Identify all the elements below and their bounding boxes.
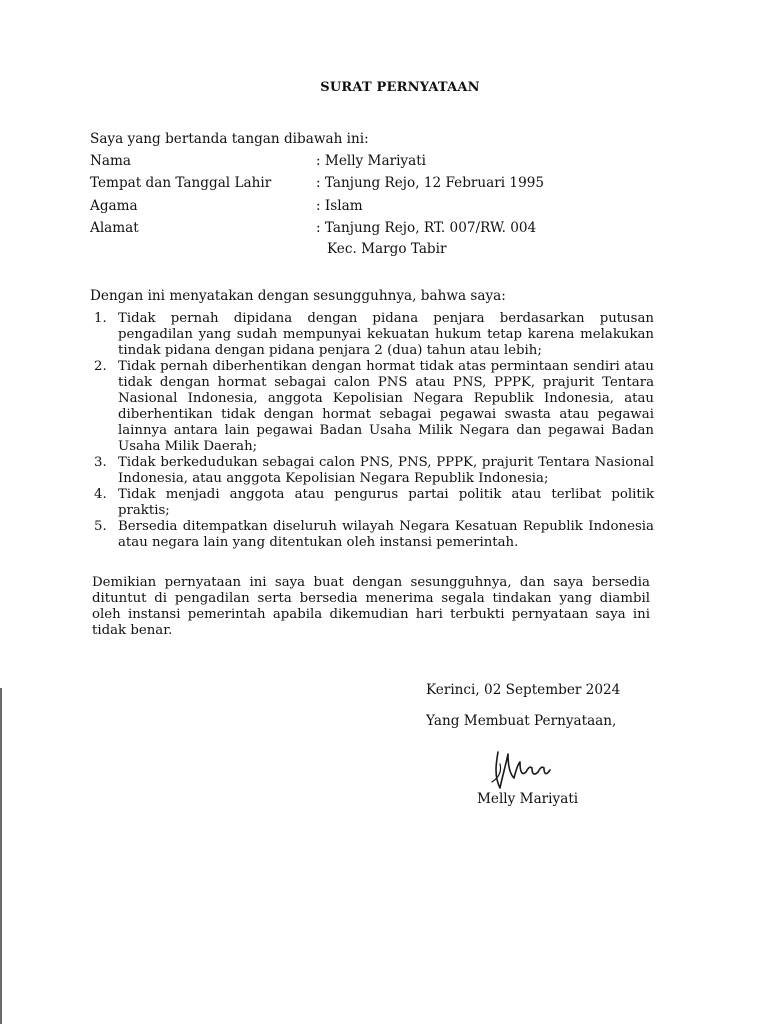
field-value-name: : Melly Mariyati: [316, 153, 427, 169]
declaration-intro: Dengan ini menyatakan dengan sesungguhnya, bahwa saya:: [90, 288, 506, 304]
field-label-religion: Agama: [90, 198, 138, 214]
field-label-name: Nama: [90, 153, 131, 169]
list-item-number: 4.: [94, 487, 107, 502]
field-value-birth: : Tanjung Rejo, 12 Februari 1995: [316, 175, 545, 191]
list-item-text: Tidak pernah diberhentikan dengan hormat tidak atas permintaan sendiri atau tidak dengan hormat sebagai calon PNS atau PNS, PPPK, prajurit Tentara Nasional Indonesia, anggota Kepolisian Negara Republik Indonesia, atau diberhentikan tidak dengan hormat sebagai pegawai swasta atau pegawai lainnya antara lain pegawai Badan Usaha Milik Negara dan pegawai Badan Usaha Milik Daerah;: [118, 359, 654, 454]
closing-paragraph: Demikian pernyataan ini saya buat dengan sesungguhnya, dan saya bersedia dituntut di pengadilan serta bersedia menerima segala tindakan yang diambil oleh instansi pemerintah apabila dikemudian hari terbukti pernyataan saya ini tidak benar.: [92, 575, 650, 638]
list-item: [94, 487, 654, 519]
list-item-text: Bersedia ditempatkan diseluruh wilayah Negara Kesatuan Republik Indonesia atau negara lain yang ditentukan oleh instansi pemerintah.: [118, 519, 654, 550]
intro-text: Saya yang bertanda tangan dibawah ini:: [90, 131, 369, 147]
field-value-address: : Tanjung Rejo, RT. 007/RW. 004: [316, 220, 537, 236]
signer-role: Yang Membuat Pernyataan,: [426, 713, 617, 729]
signature-icon: [486, 742, 556, 794]
list-item-number: 5.: [94, 519, 107, 534]
list-item: [94, 311, 654, 359]
signer-name: Melly Mariyati: [477, 791, 579, 807]
list-item-number: 3.: [94, 455, 107, 470]
list-item: [94, 455, 654, 487]
field-label-birth: Tempat dan Tanggal Lahir: [90, 175, 272, 191]
list-item: [94, 359, 654, 455]
statement-list: [94, 311, 654, 551]
list-item-text: Tidak menjadi anggota atau pengurus partai politik atau terlibat politik praktis;: [118, 487, 654, 518]
field-value-religion: : Islam: [316, 198, 363, 214]
list-item-text: Tidak pernah dipidana dengan pidana penjara berdasarkan putusan pengadilan yang sudah mempunyai kekuatan hukum tetap karena melakukan tindak pidana dengan pidana penjara 2 (dua) tahun atau lebih;: [118, 311, 654, 358]
list-item-number: 1.: [94, 311, 107, 326]
document-title: SURAT PERNYATAAN: [320, 80, 480, 95]
list-item-number: 2.: [94, 359, 107, 374]
list-item: [94, 519, 654, 551]
field-label-address: Alamat: [90, 220, 139, 236]
scan-edge-shadow: [0, 688, 2, 1024]
list-item-text: Tidak berkedudukan sebagai calon PNS, PNS, PPPK, prajurit Tentara Nasional Indonesia, atau anggota Kepolisian Negara Republik Indonesia;: [118, 455, 654, 486]
place-date: Kerinci, 02 September 2024: [426, 682, 621, 698]
field-value-address-line2: Kec. Margo Tabir: [327, 241, 447, 257]
